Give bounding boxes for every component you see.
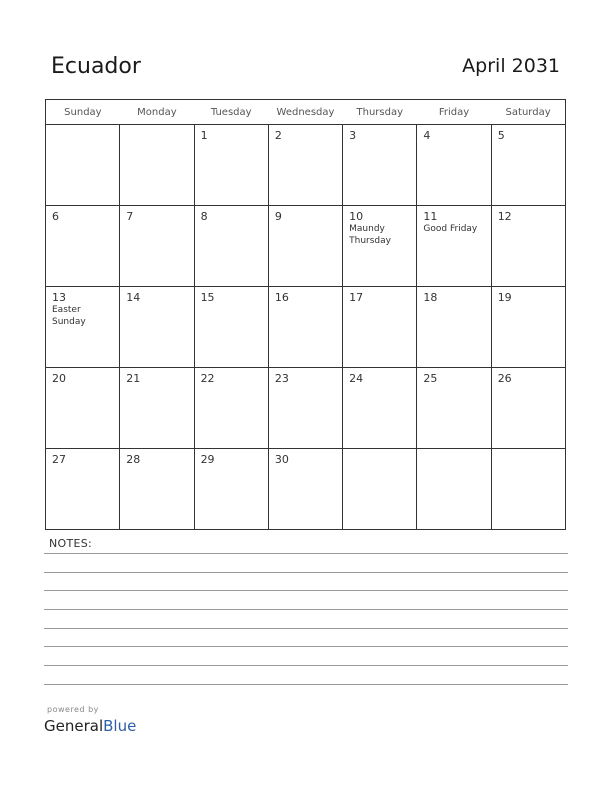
day-cell [194, 206, 268, 287]
day-cell [268, 287, 342, 368]
day-number: 15 [200, 291, 215, 304]
day-cell [194, 368, 268, 449]
day-number: 23 [274, 372, 289, 385]
weekday-friday: Friday [417, 100, 491, 125]
day-number: 9 [274, 210, 282, 223]
note-line [44, 646, 568, 647]
holiday-label: Easter Sunday [52, 305, 86, 327]
day-cell [491, 287, 565, 368]
day-number: 6 [52, 210, 59, 223]
note-line [44, 590, 568, 591]
day-cell [120, 368, 194, 449]
day-number: 19 [497, 291, 512, 304]
week-row [46, 449, 566, 530]
weekday-wednesday: Wednesday [268, 100, 342, 125]
day-cell [417, 206, 491, 287]
brand-logo [44, 717, 136, 735]
day-cell [120, 206, 194, 287]
day-number: 2 [274, 129, 282, 142]
day-cell [268, 125, 342, 206]
note-line [44, 628, 568, 629]
day-number: 28 [126, 453, 141, 466]
day-cell [343, 449, 417, 530]
week-row [46, 125, 566, 206]
day-number: 1 [200, 129, 208, 142]
day-number: 26 [497, 372, 512, 385]
note-line [44, 553, 568, 554]
weekday-sunday: Sunday [46, 100, 120, 125]
day-number: 17 [349, 291, 364, 304]
day-cell [491, 368, 565, 449]
weekday-monday: Monday [120, 100, 194, 125]
day-cell [417, 287, 491, 368]
day-number: 30 [274, 453, 289, 466]
day-cell [120, 449, 194, 530]
day-number: 10 [349, 210, 364, 223]
day-cell [194, 287, 268, 368]
day-cell [46, 125, 120, 206]
day-cell [46, 287, 120, 368]
note-line [44, 572, 568, 573]
day-number: 24 [349, 372, 364, 385]
weekday-tuesday: Tuesday [194, 100, 268, 125]
day-number: 8 [200, 210, 208, 223]
weekday-saturday: Saturday [491, 100, 565, 125]
day-cell [268, 206, 342, 287]
month-year-title: April 2031 [462, 55, 560, 77]
day-cell [120, 125, 194, 206]
country-title: Ecuador [51, 54, 141, 79]
calendar-body [46, 125, 566, 530]
day-cell [268, 368, 342, 449]
day-number: 16 [274, 291, 289, 304]
day-number: 25 [423, 372, 438, 385]
day-cell [120, 287, 194, 368]
week-row [46, 368, 566, 449]
day-number: 5 [497, 129, 505, 142]
day-number: 12 [497, 210, 512, 223]
notes-label: NOTES: [49, 537, 93, 550]
note-line [44, 609, 568, 610]
weekday-header-row [46, 100, 566, 125]
day-cell [343, 287, 417, 368]
brand-general: General [44, 717, 104, 735]
day-cell [194, 449, 268, 530]
day-cell [343, 206, 417, 287]
day-cell [343, 125, 417, 206]
day-number: 13 [52, 291, 66, 304]
day-cell [491, 449, 565, 530]
powered-by-text: powered by [47, 705, 99, 714]
day-number: 18 [423, 291, 438, 304]
day-number: 4 [423, 129, 431, 142]
day-cell [46, 206, 120, 287]
day-number: 27 [52, 453, 66, 466]
day-number: 29 [200, 453, 215, 466]
day-cell [194, 125, 268, 206]
day-number: 22 [200, 372, 215, 385]
day-cell [417, 368, 491, 449]
day-number: 11 [423, 210, 438, 223]
day-cell [46, 368, 120, 449]
day-cell [46, 449, 120, 530]
weekday-thursday: Thursday [343, 100, 417, 125]
day-cell [417, 125, 491, 206]
calendar-grid [45, 99, 566, 530]
day-number: 3 [349, 129, 357, 142]
holiday-label: Maundy Thursday [349, 224, 391, 246]
day-number: 21 [126, 372, 141, 385]
note-line [44, 684, 568, 685]
day-cell [491, 206, 565, 287]
day-number: 20 [52, 372, 66, 385]
note-line [44, 665, 568, 666]
holiday-label: Good Friday [423, 224, 478, 234]
brand-blue: Blue [103, 717, 137, 735]
week-row [46, 206, 566, 287]
day-cell [268, 449, 342, 530]
day-number: 14 [126, 291, 141, 304]
day-cell [417, 449, 491, 530]
week-row [46, 287, 566, 368]
day-number: 7 [126, 210, 134, 223]
day-cell [491, 125, 565, 206]
day-cell [343, 368, 417, 449]
